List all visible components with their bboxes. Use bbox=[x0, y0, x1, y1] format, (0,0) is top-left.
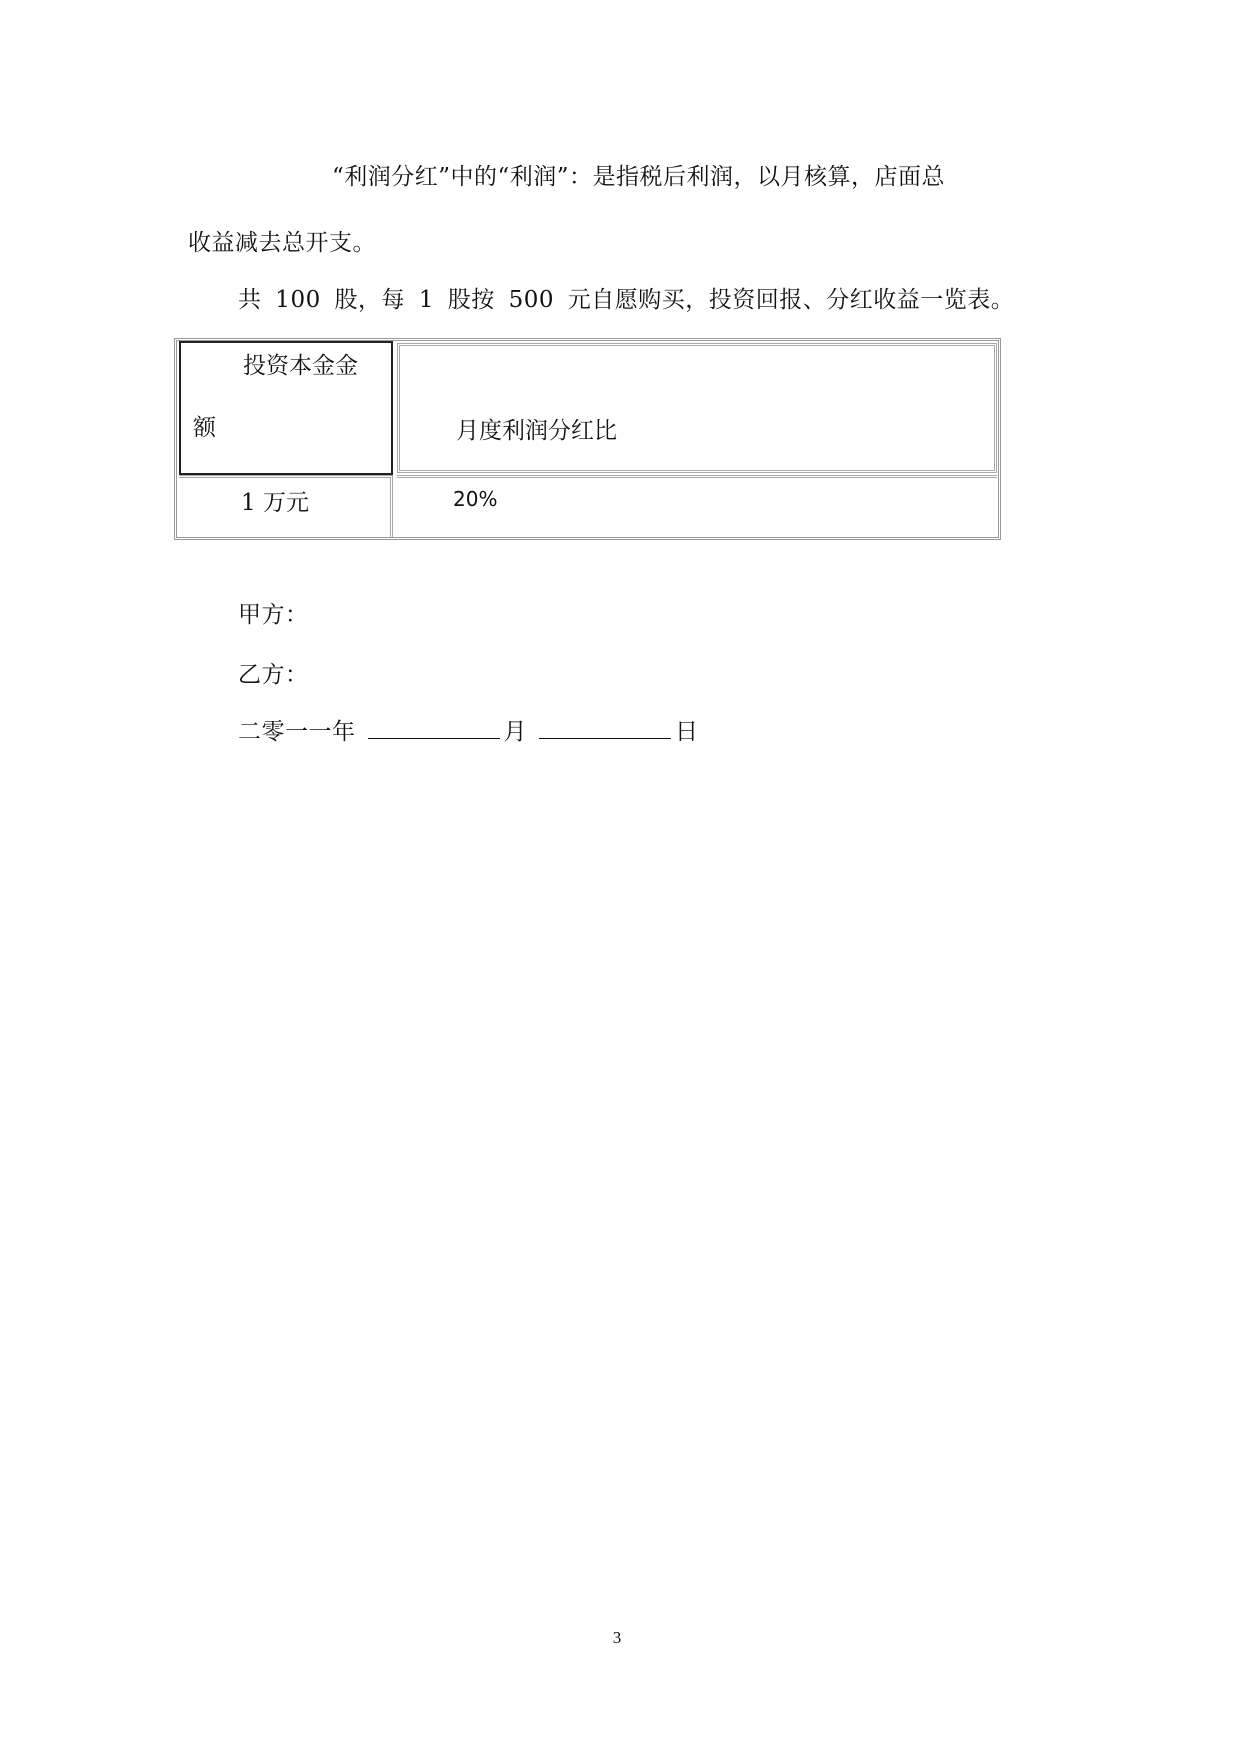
row-cell-ratio bbox=[397, 475, 997, 537]
header-cell-investment bbox=[179, 341, 393, 475]
day-blank bbox=[539, 716, 671, 739]
shares-description: 共 100 股，每 1 股按 500 元自愿购买，投资回报、分红收益一览表。 bbox=[238, 287, 1015, 313]
date-day: 日 bbox=[675, 719, 699, 745]
header-cell-dividend-ratio bbox=[397, 343, 997, 473]
row-amount-value: 1 万元 bbox=[241, 490, 309, 516]
date-month: 月 bbox=[503, 719, 527, 745]
dividend-table bbox=[174, 338, 1001, 540]
date-year: 二零一一年 bbox=[238, 719, 356, 745]
header-dividend-ratio-label: 月度利润分红比 bbox=[456, 418, 617, 444]
row-cell-amount bbox=[179, 475, 393, 537]
header-investment-label-part2: 额 bbox=[193, 415, 216, 441]
date-line bbox=[238, 716, 699, 747]
page-number: 3 bbox=[612, 1628, 622, 1647]
party-b-label: 乙方： bbox=[238, 662, 309, 688]
header-investment-label-part1: 投资本金金 bbox=[243, 353, 358, 379]
profit-definition-line-1: “利润分红”中的“利润”：是指税后利润，以月核算，店面总 bbox=[332, 164, 946, 190]
row-ratio-value: 20% bbox=[453, 487, 498, 511]
party-a-label: 甲方： bbox=[238, 602, 309, 628]
month-blank bbox=[368, 716, 500, 739]
profit-definition-line-2: 收益减去总开支。 bbox=[188, 230, 376, 256]
